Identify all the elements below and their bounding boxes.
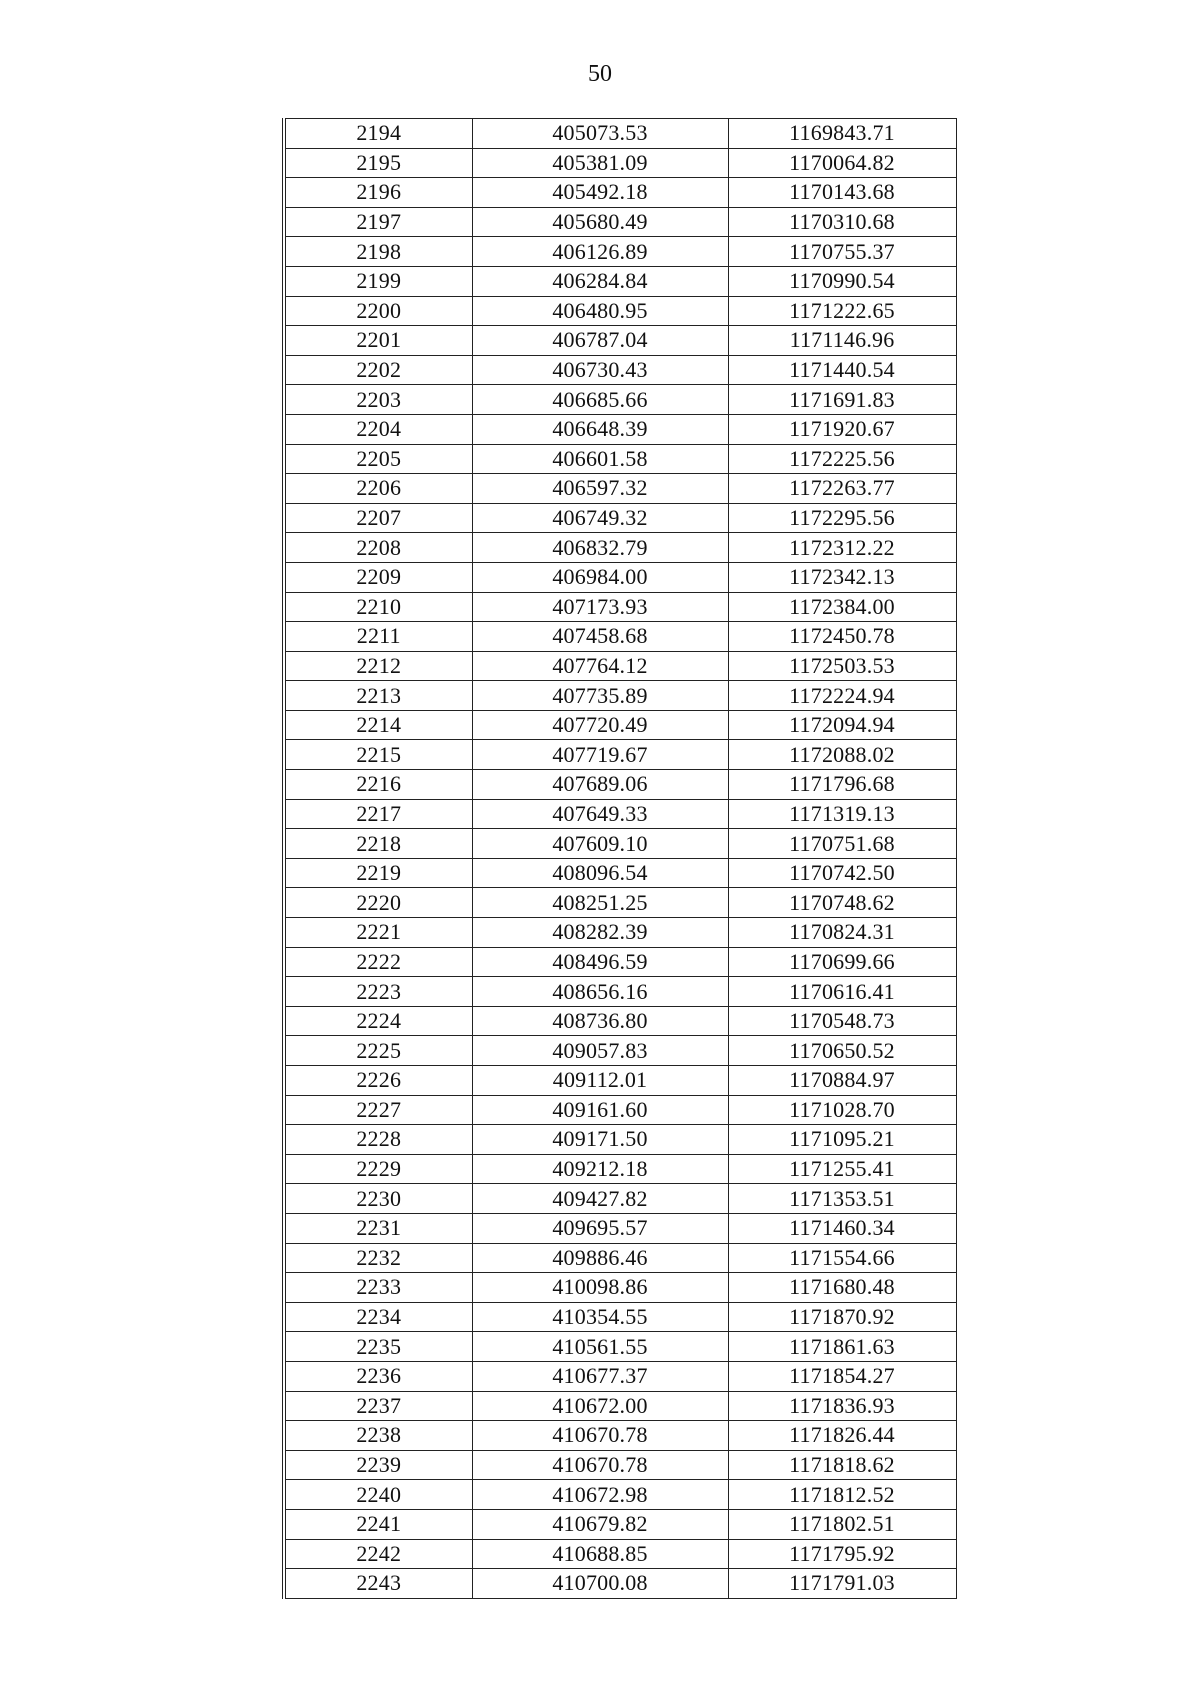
y-coordinate-cell: 1172450.78 [728, 622, 956, 652]
x-coordinate-cell: 409695.57 [472, 1213, 728, 1243]
table-row [284, 1154, 956, 1184]
point-number-cell: 2221 [284, 918, 472, 948]
point-number-cell: 2212 [284, 651, 472, 681]
y-coordinate-cell: 1171440.54 [728, 355, 956, 385]
table-row [284, 1391, 956, 1421]
x-coordinate-cell: 408251.25 [472, 888, 728, 918]
point-number-cell: 2240 [284, 1480, 472, 1510]
point-number-cell: 2224 [284, 1006, 472, 1036]
x-coordinate-cell: 410672.00 [472, 1391, 728, 1421]
x-coordinate-cell: 409427.82 [472, 1184, 728, 1214]
y-coordinate-cell: 1171795.92 [728, 1539, 956, 1569]
y-coordinate-cell: 1171802.51 [728, 1509, 956, 1539]
point-number-cell: 2239 [284, 1450, 472, 1480]
x-coordinate-cell: 405492.18 [472, 178, 728, 208]
table-row [284, 1095, 956, 1125]
point-number-cell: 2203 [284, 385, 472, 415]
y-coordinate-cell: 1171319.13 [728, 799, 956, 829]
x-coordinate-cell: 406480.95 [472, 296, 728, 326]
y-coordinate-cell: 1170990.54 [728, 266, 956, 296]
table-row [284, 829, 956, 859]
x-coordinate-cell: 410672.98 [472, 1480, 728, 1510]
point-number-cell: 2209 [284, 562, 472, 592]
table-row [284, 1569, 956, 1599]
point-number-cell: 2222 [284, 947, 472, 977]
point-number-cell: 2205 [284, 444, 472, 474]
x-coordinate-cell: 410700.08 [472, 1569, 728, 1599]
point-number-cell: 2204 [284, 414, 472, 444]
coordinates-table [282, 118, 957, 1599]
x-coordinate-cell: 405381.09 [472, 148, 728, 178]
y-coordinate-cell: 1171255.41 [728, 1154, 956, 1184]
y-coordinate-cell: 1171870.92 [728, 1302, 956, 1332]
x-coordinate-cell: 406984.00 [472, 562, 728, 592]
y-coordinate-cell: 1171222.65 [728, 296, 956, 326]
x-coordinate-cell: 406832.79 [472, 533, 728, 563]
x-coordinate-cell: 406126.89 [472, 237, 728, 267]
y-coordinate-cell: 1170064.82 [728, 148, 956, 178]
x-coordinate-cell: 408736.80 [472, 1006, 728, 1036]
point-number-cell: 2238 [284, 1421, 472, 1451]
x-coordinate-cell: 407764.12 [472, 651, 728, 681]
y-coordinate-cell: 1170616.41 [728, 977, 956, 1007]
y-coordinate-cell: 1172224.94 [728, 681, 956, 711]
y-coordinate-cell: 1170751.68 [728, 829, 956, 859]
table-row [284, 651, 956, 681]
y-coordinate-cell: 1169843.71 [728, 119, 956, 149]
y-coordinate-cell: 1171854.27 [728, 1361, 956, 1391]
x-coordinate-cell: 408282.39 [472, 918, 728, 948]
x-coordinate-cell: 408656.16 [472, 977, 728, 1007]
table-row [284, 266, 956, 296]
point-number-cell: 2237 [284, 1391, 472, 1421]
point-number-cell: 2229 [284, 1154, 472, 1184]
table-row [284, 178, 956, 208]
table-row [284, 1480, 956, 1510]
x-coordinate-cell: 407649.33 [472, 799, 728, 829]
table-row [284, 1509, 956, 1539]
point-number-cell: 2207 [284, 503, 472, 533]
point-number-cell: 2223 [284, 977, 472, 1007]
point-number-cell: 2197 [284, 207, 472, 237]
point-number-cell: 2201 [284, 326, 472, 356]
x-coordinate-cell: 410670.78 [472, 1450, 728, 1480]
point-number-cell: 2199 [284, 266, 472, 296]
table-row [284, 1332, 956, 1362]
point-number-cell: 2198 [284, 237, 472, 267]
table-row [284, 1213, 956, 1243]
table-row [284, 296, 956, 326]
x-coordinate-cell: 407173.93 [472, 592, 728, 622]
point-number-cell: 2200 [284, 296, 472, 326]
x-coordinate-cell: 406730.43 [472, 355, 728, 385]
table-row [284, 1006, 956, 1036]
point-number-cell: 2195 [284, 148, 472, 178]
table-row [284, 918, 956, 948]
y-coordinate-cell: 1172312.22 [728, 533, 956, 563]
table-row [284, 858, 956, 888]
x-coordinate-cell: 410354.55 [472, 1302, 728, 1332]
y-coordinate-cell: 1170650.52 [728, 1036, 956, 1066]
table-row [284, 562, 956, 592]
y-coordinate-cell: 1171353.51 [728, 1184, 956, 1214]
point-number-cell: 2226 [284, 1066, 472, 1096]
point-number-cell: 2211 [284, 622, 472, 652]
y-coordinate-cell: 1171028.70 [728, 1095, 956, 1125]
point-number-cell: 2228 [284, 1125, 472, 1155]
x-coordinate-cell: 409171.50 [472, 1125, 728, 1155]
y-coordinate-cell: 1171796.68 [728, 770, 956, 800]
y-coordinate-cell: 1171680.48 [728, 1273, 956, 1303]
point-number-cell: 2208 [284, 533, 472, 563]
x-coordinate-cell: 407735.89 [472, 681, 728, 711]
x-coordinate-cell: 408096.54 [472, 858, 728, 888]
table-row [284, 1421, 956, 1451]
point-number-cell: 2202 [284, 355, 472, 385]
table-row [284, 1539, 956, 1569]
table-row [284, 119, 956, 149]
table-row [284, 1066, 956, 1096]
table-row [284, 533, 956, 563]
y-coordinate-cell: 1172384.00 [728, 592, 956, 622]
point-number-cell: 2210 [284, 592, 472, 622]
x-coordinate-cell: 407720.49 [472, 710, 728, 740]
table-row [284, 414, 956, 444]
point-number-cell: 2213 [284, 681, 472, 711]
table-row [284, 947, 956, 977]
y-coordinate-cell: 1172342.13 [728, 562, 956, 592]
table-row [284, 1450, 956, 1480]
table-row [284, 622, 956, 652]
table-row [284, 385, 956, 415]
y-coordinate-cell: 1171920.67 [728, 414, 956, 444]
x-coordinate-cell: 405073.53 [472, 119, 728, 149]
y-coordinate-cell: 1171554.66 [728, 1243, 956, 1273]
y-coordinate-cell: 1170143.68 [728, 178, 956, 208]
point-number-cell: 2225 [284, 1036, 472, 1066]
y-coordinate-cell: 1170824.31 [728, 918, 956, 948]
x-coordinate-cell: 409112.01 [472, 1066, 728, 1096]
y-coordinate-cell: 1171812.52 [728, 1480, 956, 1510]
point-number-cell: 2236 [284, 1361, 472, 1391]
table-row [284, 355, 956, 385]
y-coordinate-cell: 1172225.56 [728, 444, 956, 474]
y-coordinate-cell: 1170884.97 [728, 1066, 956, 1096]
x-coordinate-cell: 409161.60 [472, 1095, 728, 1125]
table-row [284, 977, 956, 1007]
point-number-cell: 2218 [284, 829, 472, 859]
table-row [284, 1273, 956, 1303]
y-coordinate-cell: 1172094.94 [728, 710, 956, 740]
point-number-cell: 2242 [284, 1539, 472, 1569]
y-coordinate-cell: 1170310.68 [728, 207, 956, 237]
y-coordinate-cell: 1172088.02 [728, 740, 956, 770]
x-coordinate-cell: 407719.67 [472, 740, 728, 770]
y-coordinate-cell: 1171791.03 [728, 1569, 956, 1599]
table-row [284, 1036, 956, 1066]
y-coordinate-cell: 1170742.50 [728, 858, 956, 888]
point-number-cell: 2233 [284, 1273, 472, 1303]
table-row [284, 1361, 956, 1391]
y-coordinate-cell: 1172295.56 [728, 503, 956, 533]
x-coordinate-cell: 407609.10 [472, 829, 728, 859]
page-number: 50 [588, 61, 612, 87]
table-row [284, 681, 956, 711]
x-coordinate-cell: 410677.37 [472, 1361, 728, 1391]
table-row [284, 740, 956, 770]
y-coordinate-cell: 1171146.96 [728, 326, 956, 356]
table-row [284, 592, 956, 622]
table-row [284, 1302, 956, 1332]
table-row [284, 444, 956, 474]
y-coordinate-cell: 1171826.44 [728, 1421, 956, 1451]
table-row [284, 326, 956, 356]
y-coordinate-cell: 1171818.62 [728, 1450, 956, 1480]
x-coordinate-cell: 410679.82 [472, 1509, 728, 1539]
table-row [284, 207, 956, 237]
table-row [284, 474, 956, 504]
y-coordinate-cell: 1171836.93 [728, 1391, 956, 1421]
x-coordinate-cell: 409212.18 [472, 1154, 728, 1184]
x-coordinate-cell: 410098.86 [472, 1273, 728, 1303]
table-row [284, 148, 956, 178]
point-number-cell: 2232 [284, 1243, 472, 1273]
point-number-cell: 2196 [284, 178, 472, 208]
table-row [284, 710, 956, 740]
x-coordinate-cell: 410688.85 [472, 1539, 728, 1569]
point-number-cell: 2234 [284, 1302, 472, 1332]
x-coordinate-cell: 410561.55 [472, 1332, 728, 1362]
point-number-cell: 2227 [284, 1095, 472, 1125]
x-coordinate-cell: 406601.58 [472, 444, 728, 474]
y-coordinate-cell: 1170748.62 [728, 888, 956, 918]
y-coordinate-cell: 1170755.37 [728, 237, 956, 267]
x-coordinate-cell: 406749.32 [472, 503, 728, 533]
x-coordinate-cell: 407458.68 [472, 622, 728, 652]
table-row [284, 888, 956, 918]
x-coordinate-cell: 406787.04 [472, 326, 728, 356]
y-coordinate-cell: 1171460.34 [728, 1213, 956, 1243]
table-row [284, 1184, 956, 1214]
table-row [284, 237, 956, 267]
point-number-cell: 2241 [284, 1509, 472, 1539]
point-number-cell: 2215 [284, 740, 472, 770]
point-number-cell: 2220 [284, 888, 472, 918]
y-coordinate-cell: 1171861.63 [728, 1332, 956, 1362]
point-number-cell: 2230 [284, 1184, 472, 1214]
y-coordinate-cell: 1172503.53 [728, 651, 956, 681]
y-coordinate-cell: 1170548.73 [728, 1006, 956, 1036]
y-coordinate-cell: 1172263.77 [728, 474, 956, 504]
x-coordinate-cell: 406685.66 [472, 385, 728, 415]
x-coordinate-cell: 409886.46 [472, 1243, 728, 1273]
x-coordinate-cell: 406648.39 [472, 414, 728, 444]
table-row [284, 1125, 956, 1155]
point-number-cell: 2216 [284, 770, 472, 800]
point-number-cell: 2214 [284, 710, 472, 740]
x-coordinate-cell: 407689.06 [472, 770, 728, 800]
point-number-cell: 2194 [284, 119, 472, 149]
x-coordinate-cell: 410670.78 [472, 1421, 728, 1451]
x-coordinate-cell: 405680.49 [472, 207, 728, 237]
point-number-cell: 2231 [284, 1213, 472, 1243]
point-number-cell: 2217 [284, 799, 472, 829]
point-number-cell: 2219 [284, 858, 472, 888]
y-coordinate-cell: 1170699.66 [728, 947, 956, 977]
table-row [284, 1243, 956, 1273]
point-number-cell: 2235 [284, 1332, 472, 1362]
y-coordinate-cell: 1171691.83 [728, 385, 956, 415]
x-coordinate-cell: 406284.84 [472, 266, 728, 296]
x-coordinate-cell: 408496.59 [472, 947, 728, 977]
x-coordinate-cell: 406597.32 [472, 474, 728, 504]
y-coordinate-cell: 1171095.21 [728, 1125, 956, 1155]
point-number-cell: 2206 [284, 474, 472, 504]
table-body [284, 119, 956, 1599]
table-row [284, 770, 956, 800]
table-row [284, 799, 956, 829]
x-coordinate-cell: 409057.83 [472, 1036, 728, 1066]
point-number-cell: 2243 [284, 1569, 472, 1599]
table-row [284, 503, 956, 533]
